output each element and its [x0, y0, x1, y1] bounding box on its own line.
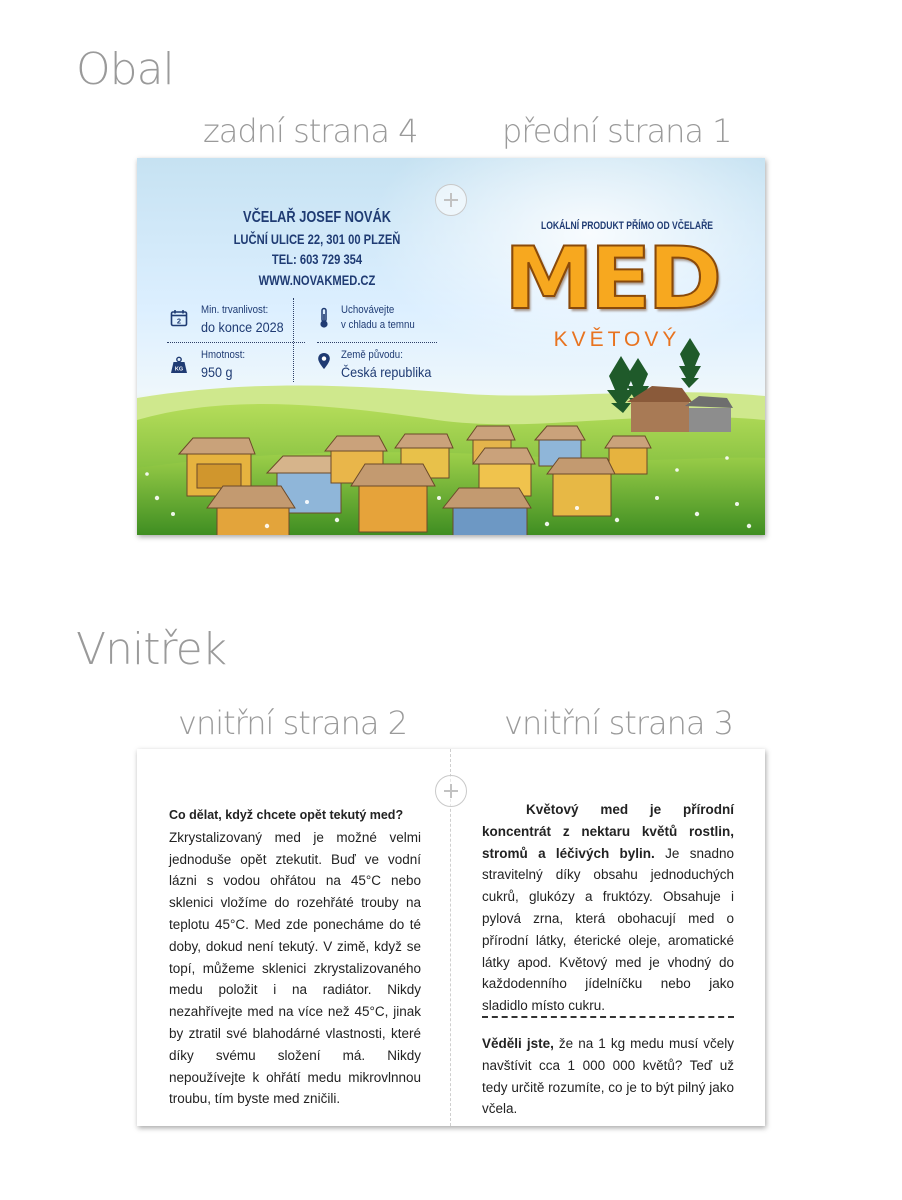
- beekeeper-name: VČELAŘ JOSEF NOVÁK: [243, 209, 391, 226]
- weight-icon-label: KG: [174, 366, 184, 373]
- heading-inner: Vnitřek: [76, 624, 227, 675]
- calendar-day-number: 2: [176, 316, 182, 326]
- plus-icon: [435, 775, 467, 807]
- weight-icon: [170, 356, 188, 374]
- left-text: Zkrystalizovaný med je možné velmi jednoduše opět ztekutit. Buď ve vodní lázni s vodou ohřátou na 45°C nebo sklenici vložíme do rozehřáté trouby na teplotu 45°C. Med zde ponecháme do té doby, dokud není tekutý. V zimě, když se topí, můžeme sklenici zkrystalizovaného medu položit i na radiátor. Nikdy nezahřívejte med na více než 45°C, jinak by ztratil své blahodárné vlastnosti, které díky svému složení má. Nikdy nepoužívejte k ohřátí medu mikrovlnnou troubu, tím byste med zničili.: [169, 829, 421, 1107]
- heading-inner-left: vnitřní strana 2: [178, 704, 407, 742]
- inner-right-column: [482, 799, 734, 1017]
- heading-front-side: přední strana 1: [502, 112, 732, 150]
- product-name: MED: [504, 229, 718, 329]
- storage-line-2: v chladu a temnu: [341, 319, 415, 331]
- thermometer-icon: [317, 307, 331, 329]
- info-divider-vertical: [293, 298, 294, 382]
- origin: [341, 349, 441, 380]
- inner-left-column: [169, 805, 421, 1110]
- origin-value: Česká republika: [341, 364, 432, 380]
- beekeeper-phone: TEL: 603 729 354: [271, 251, 363, 267]
- fact-bold: Věděli jste,: [482, 1036, 554, 1051]
- right-text: Je snadno stravitelný díky obsahu jednoduchých cukrů, glukózy a fruktózy. Obsahuje i pylová zrna, která obohacují med o přírodní látky, éterické oleje, aromatické látky apod. Květový med je vhodný do každodenního jídelníčku nebo jako sladidlo místo cukru.: [482, 845, 734, 1014]
- origin-label: Země původu:: [341, 349, 403, 361]
- fact-text: že na 1 kg medu musí včely navštívit cca 1 000 000 květů? Teď už tedy určitě rozumíte, co je to být pilný jako včela.: [482, 1036, 734, 1117]
- fact-box: [482, 1033, 734, 1120]
- inner-panel: [137, 749, 765, 1126]
- beekeeper-web: WWW.NOVAKMED.CZ: [258, 271, 376, 288]
- right-intro-bold: Květový med je přírodní koncentrát z nektaru květů rostlin, stromů a léčivých bylin.: [482, 802, 734, 861]
- weight-value: 950 g: [201, 364, 233, 380]
- beekeeper-address: LUČNÍ ULICE 22, 301 00 PLZEŇ: [233, 230, 401, 247]
- location-pin-icon: [317, 352, 331, 370]
- weight-label: Hmotnost:: [201, 349, 246, 361]
- heading-outer: Obal: [76, 44, 174, 95]
- info-divider-left: [167, 342, 305, 343]
- beekeeper-contact: [221, 208, 413, 290]
- plus-icon: [435, 184, 467, 216]
- weight: [201, 349, 251, 380]
- shelf-life: [201, 304, 293, 335]
- info-divider-right: [317, 342, 437, 343]
- calendar-icon: [170, 309, 188, 327]
- shelf-life-label: Min. trvanlivost:: [201, 304, 269, 316]
- section-divider: [482, 1016, 734, 1018]
- heading-back-side: zadní strana 4: [203, 112, 418, 150]
- product-variety: KVĚTOVÝ: [553, 328, 681, 351]
- left-title: Co dělat, když chcete opět tekutý med?: [169, 808, 404, 822]
- product-tagline: LOKÁLNÍ PRODUKT PŘÍMO OD VČELAŘE: [540, 220, 714, 232]
- storage-info: [341, 304, 425, 332]
- shelf-life-value: do konce 2028: [201, 319, 284, 335]
- cover-panel: [137, 158, 765, 535]
- heading-inner-right: vnitřní strana 3: [504, 704, 733, 742]
- storage-line-1: Uchovávejte: [341, 304, 395, 316]
